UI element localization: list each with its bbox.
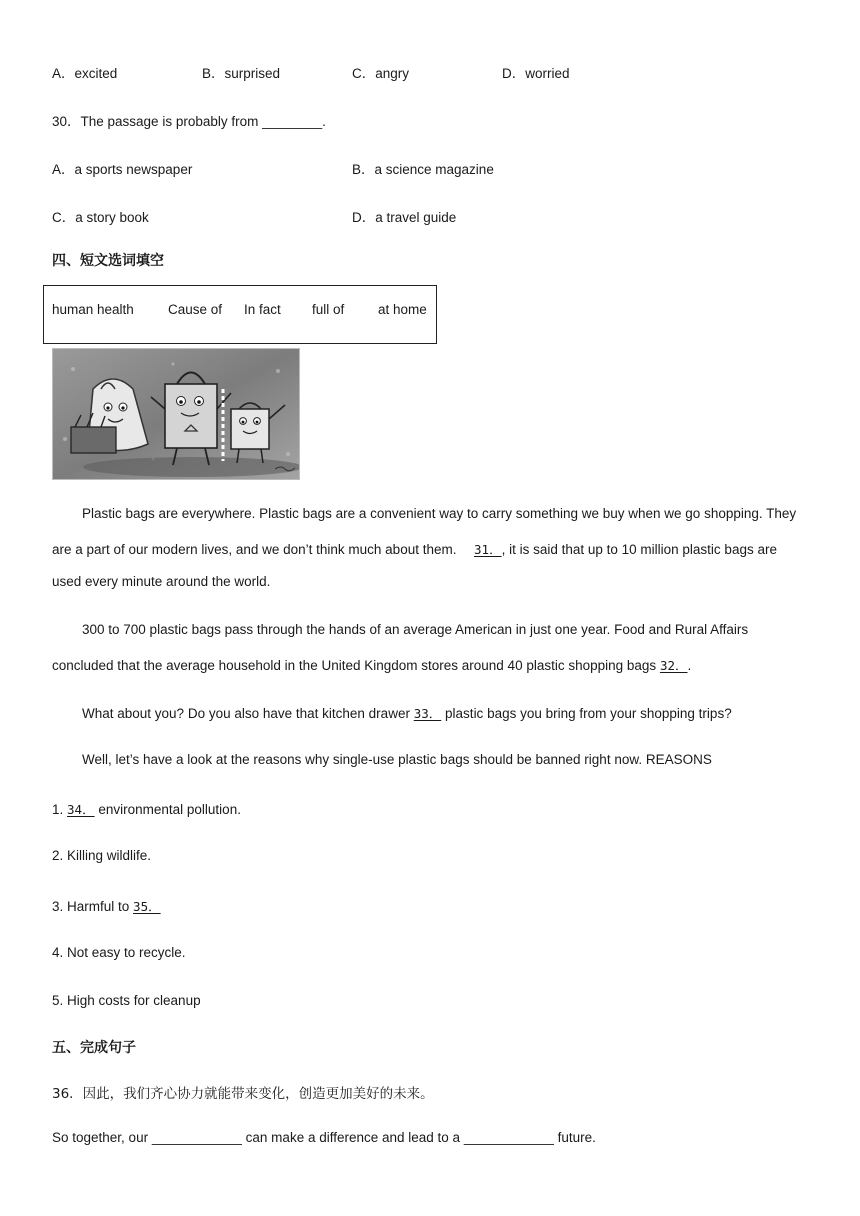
word-bank-item: at home: [378, 302, 427, 317]
q36-chinese: 36．因此，我们齐心协力就能带来变化，创造更加美好的未来。: [52, 1086, 434, 1102]
blank-31[interactable]: 31．: [474, 542, 502, 557]
passage-p1-line1: Plastic bags are everywhere. Plastic bags are a convenient way to carry something we buy when we go shopping. They: [82, 506, 797, 521]
q30-option-a: A．a sports newspaper: [52, 162, 193, 177]
passage-text: 3. Harmful to: [52, 899, 130, 914]
passage-text: .: [687, 658, 692, 673]
word-bank-item: In fact: [244, 302, 281, 317]
passage-p3: [82, 704, 732, 722]
q30-option-d: D．a travel guide: [352, 210, 457, 225]
q30-option-c: C．a story book: [52, 210, 149, 225]
q30-option-b: B．a science magazine: [352, 162, 494, 177]
word-bank-item: full of: [312, 302, 345, 317]
passage-text: , it is said that up to 10 million plastic bags are: [501, 542, 777, 557]
blank-34[interactable]: 34．: [67, 802, 95, 817]
q36-english[interactable]: So together, our ____________ can make a difference and lead to a ____________ future.: [52, 1130, 596, 1145]
passage-text: environmental pollution.: [98, 802, 241, 817]
plastic-bags-cartoon: [52, 348, 300, 480]
passage-text: plastic bags you bring from your shopping trips?: [445, 706, 732, 721]
section4-heading: 四、短文选词填空: [52, 253, 164, 269]
reason-2: 2. Killing wildlife.: [52, 848, 152, 863]
passage-p2-line2: [52, 656, 691, 674]
reason-1: [52, 800, 241, 818]
passage-text: concluded that the average household in the United Kingdom stores around 40 plastic shopping bags: [52, 658, 657, 673]
q29-option-b: B．surprised: [202, 66, 281, 81]
list-number: 1.: [52, 802, 64, 817]
passage-p4: Well, let’s have a look at the reasons why single-use plastic bags should be banned right now. REASONS: [82, 752, 712, 767]
q30-stem: 30．The passage is probably from ________.: [52, 114, 326, 129]
word-bank-item: Cause of: [168, 302, 223, 317]
passage-text: What about you? Do you also have that kitchen drawer: [82, 706, 410, 721]
blank-33[interactable]: 33．: [413, 706, 442, 721]
section5-heading: 五、完成句子: [52, 1040, 136, 1056]
reason-5: 5. High costs for cleanup: [52, 993, 201, 1008]
reason-3: [52, 897, 161, 915]
word-bank-box: [43, 285, 437, 344]
q29-option-d: D．worried: [502, 66, 570, 81]
passage-p1-line2: [52, 540, 777, 558]
q29-option-a: A．excited: [52, 66, 118, 81]
word-bank-item: human health: [52, 302, 134, 317]
passage-p2-line1: 300 to 700 plastic bags pass through the hands of an average American in just one year. Food and Rural Affairs: [82, 622, 749, 637]
passage-p1-line3: used every minute around the world.: [52, 574, 271, 589]
blank-32[interactable]: 32．: [659, 658, 688, 673]
blank-35[interactable]: 35．: [133, 899, 161, 914]
reason-4: 4. Not easy to recycle.: [52, 945, 186, 960]
passage-text: are a part of our modern lives, and we don’t think much about them.: [52, 542, 457, 557]
q29-option-c: C．angry: [352, 66, 410, 81]
